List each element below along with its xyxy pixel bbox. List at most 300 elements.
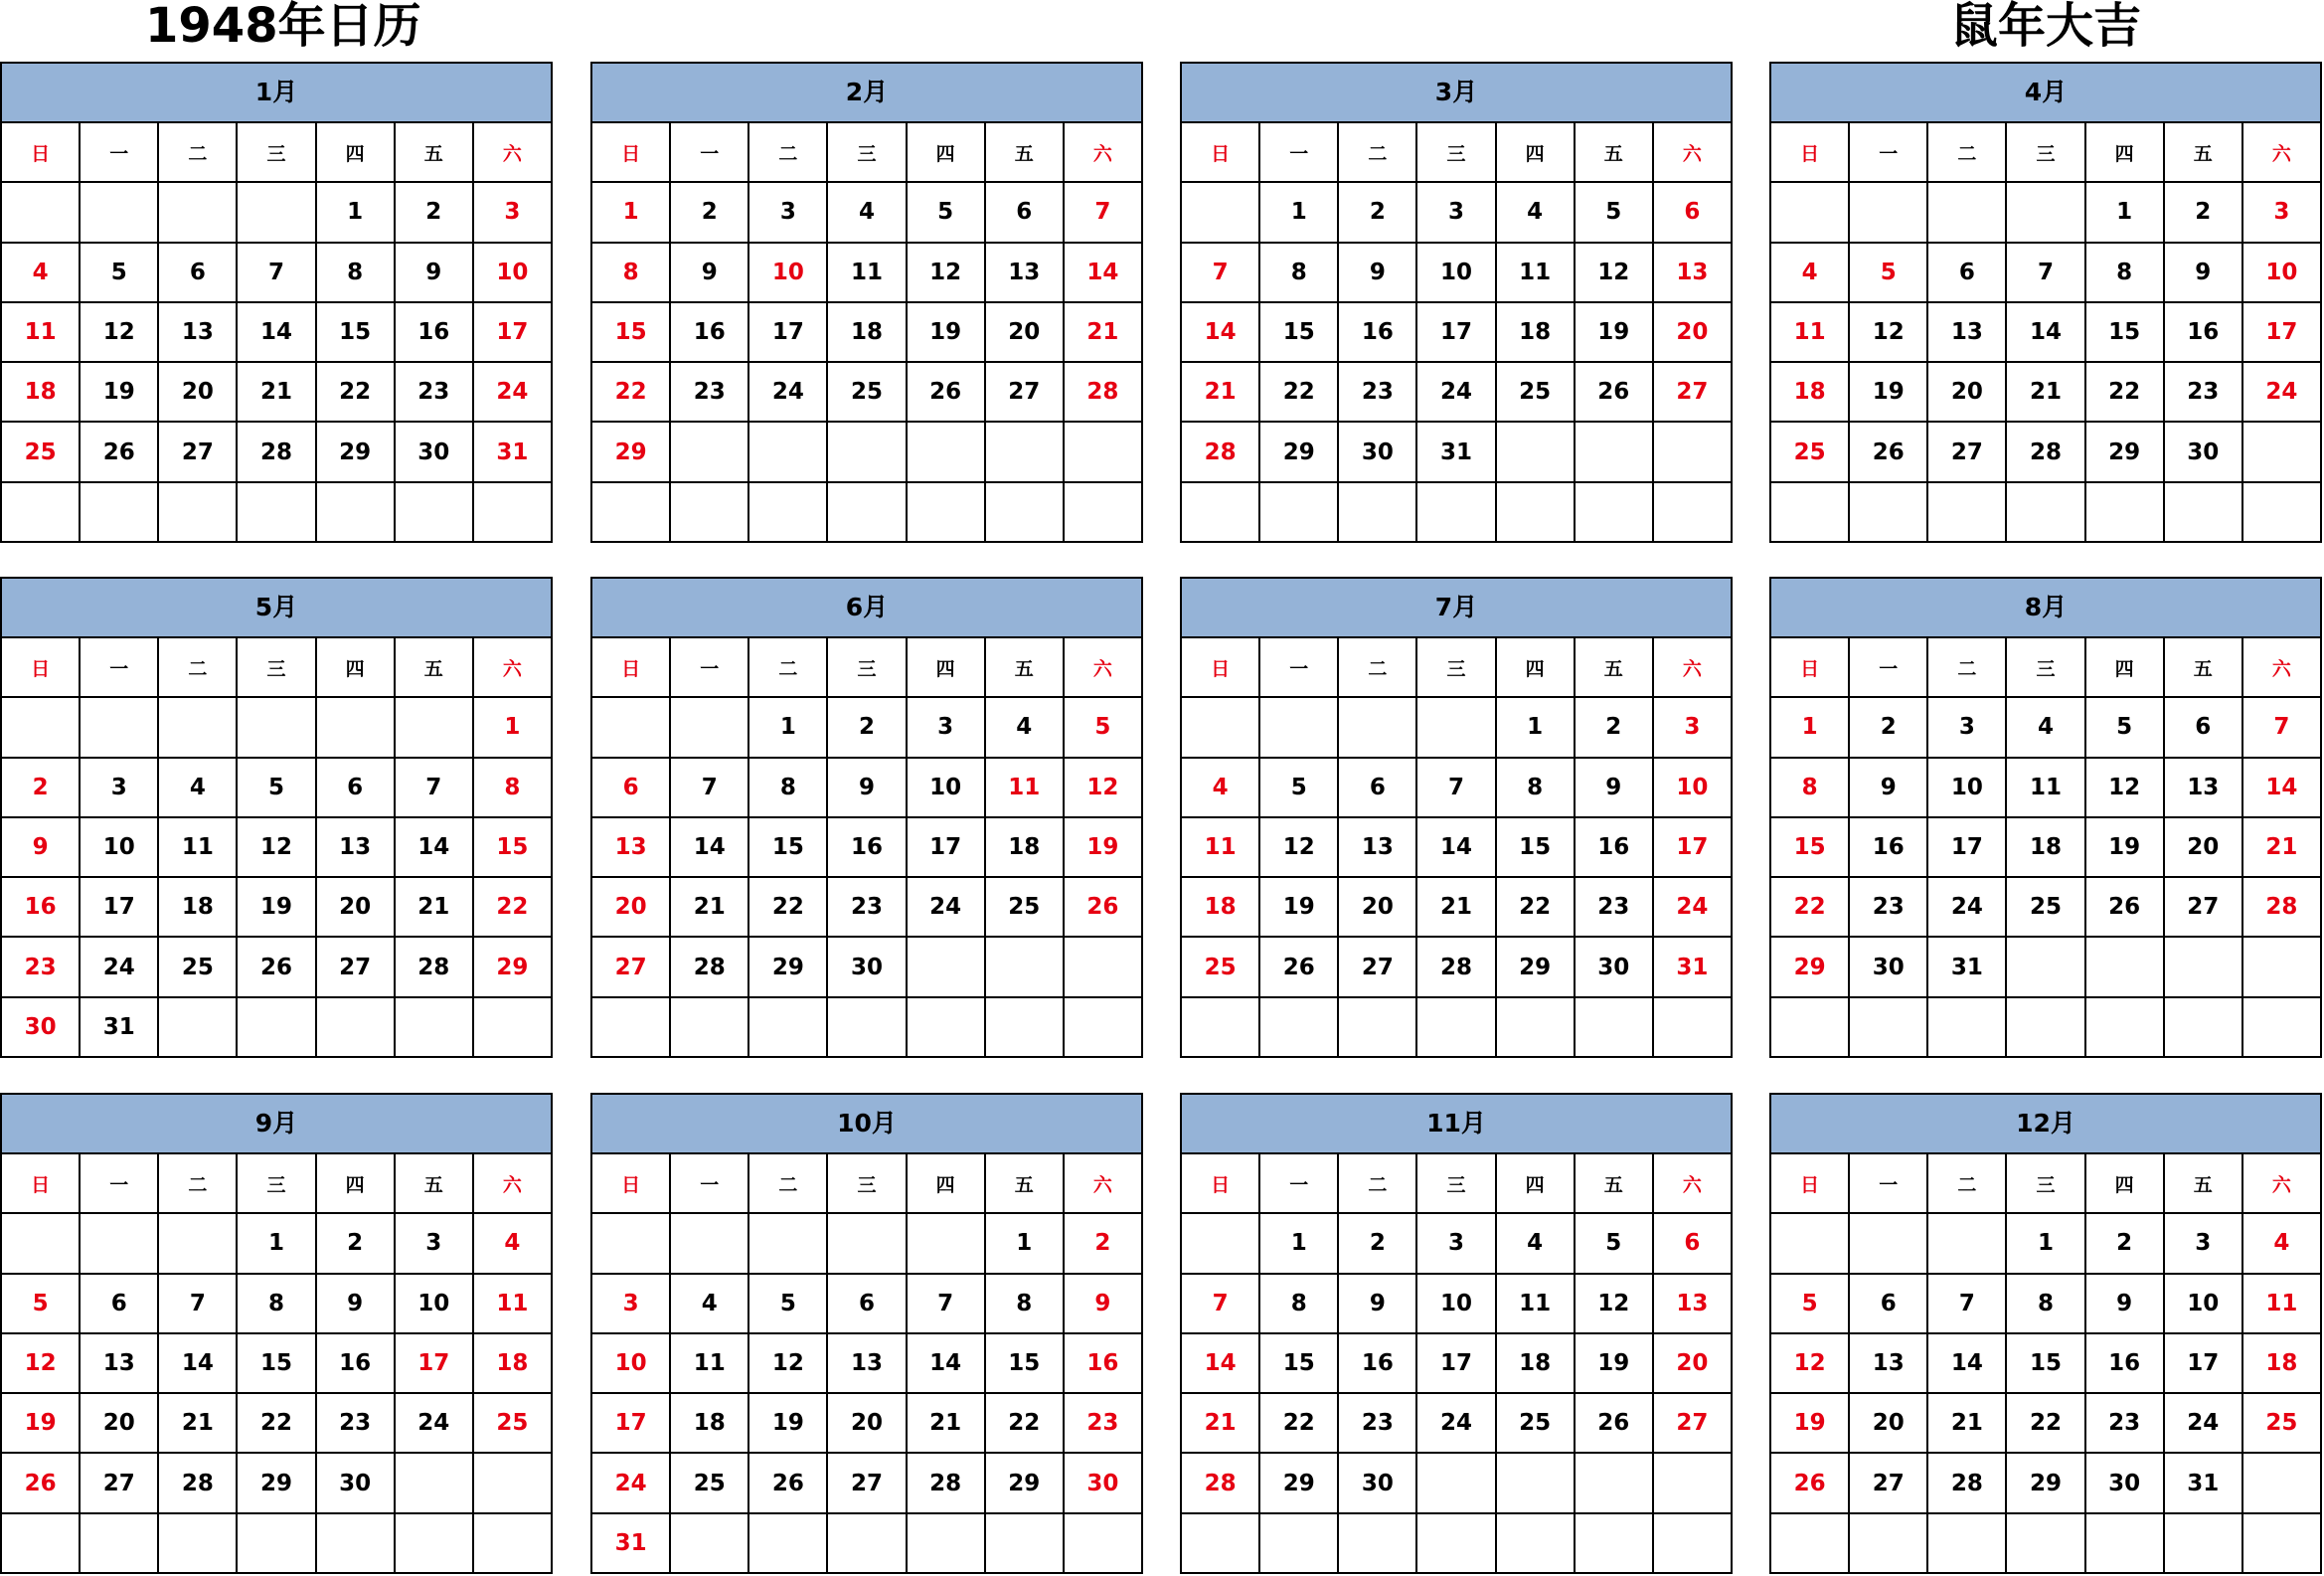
empty-cell: [1065, 483, 1143, 543]
day-cell: 31: [81, 998, 159, 1058]
day-cell: 9: [828, 759, 907, 818]
empty-cell: [1654, 998, 1733, 1058]
day-cell: 11: [2243, 1275, 2322, 1334]
day-cell: 27: [2165, 878, 2243, 938]
weekday-header: 二: [1339, 638, 1417, 698]
day-cell: 12: [2086, 759, 2165, 818]
day-cell: 30: [2, 998, 81, 1058]
day-cell: 28: [908, 1454, 986, 1513]
day-cell: 9: [396, 244, 474, 303]
day-cell: 26: [749, 1454, 828, 1513]
day-cell: 2: [2, 759, 81, 818]
month-11: [1180, 1093, 1733, 1574]
day-cell: 28: [1182, 423, 1260, 482]
day-cell: 27: [592, 938, 671, 997]
empty-cell: [1497, 483, 1576, 543]
weekday-header: 一: [671, 638, 749, 698]
day-cell: 11: [1182, 818, 1260, 878]
day-cell: 17: [2165, 1334, 2243, 1394]
empty-cell: [908, 938, 986, 997]
day-cell: 18: [986, 818, 1065, 878]
day-cell: 19: [1576, 1334, 1654, 1394]
empty-cell: [159, 998, 238, 1058]
day-cell: 1: [317, 183, 396, 243]
day-cell: 4: [828, 183, 907, 243]
empty-cell: [2, 698, 81, 758]
day-cell: 11: [828, 244, 907, 303]
empty-cell: [396, 483, 474, 543]
empty-cell: [908, 1514, 986, 1574]
day-cell: 9: [2, 818, 81, 878]
empty-cell: [159, 698, 238, 758]
empty-cell: [159, 483, 238, 543]
day-cell: 26: [81, 423, 159, 482]
empty-cell: [1182, 183, 1260, 243]
day-cell: 10: [592, 1334, 671, 1394]
weekday-header: 六: [1065, 1154, 1143, 1214]
day-cell: 29: [2007, 1454, 2085, 1513]
empty-cell: [396, 1514, 474, 1574]
day-cell: 24: [1417, 363, 1496, 423]
day-cell: 5: [2, 1275, 81, 1334]
weekday-header: 五: [986, 123, 1065, 183]
month-6: [590, 577, 1143, 1058]
day-cell: 8: [1260, 244, 1339, 303]
day-cell: 21: [1928, 1394, 2007, 1454]
day-cell: 21: [671, 878, 749, 938]
day-cell: 19: [1576, 303, 1654, 363]
weekday-header: 三: [1417, 123, 1496, 183]
weekday-header: 日: [1182, 1154, 1260, 1214]
day-cell: 21: [2243, 818, 2322, 878]
day-cell: 7: [2007, 244, 2085, 303]
day-cell: 6: [1654, 1214, 1733, 1274]
day-cell: 16: [671, 303, 749, 363]
empty-cell: [159, 1514, 238, 1574]
day-cell: 14: [1182, 1334, 1260, 1394]
day-cell: 2: [2165, 183, 2243, 243]
empty-cell: [396, 998, 474, 1058]
day-cell: 17: [1417, 303, 1496, 363]
empty-cell: [1339, 698, 1417, 758]
day-cell: 2: [1065, 1214, 1143, 1274]
day-cell: 19: [749, 1394, 828, 1454]
weekday-header: 六: [2243, 638, 2322, 698]
day-cell: 1: [1497, 698, 1576, 758]
day-cell: 29: [238, 1454, 316, 1513]
empty-cell: [1771, 1214, 1850, 1274]
weekday-header: 六: [474, 123, 553, 183]
day-cell: 18: [1771, 363, 1850, 423]
day-cell: 3: [908, 698, 986, 758]
day-cell: 16: [1576, 818, 1654, 878]
weekday-header: 四: [317, 123, 396, 183]
day-cell: 10: [396, 1275, 474, 1334]
day-cell: 31: [1928, 938, 2007, 997]
day-cell: 3: [749, 183, 828, 243]
day-cell: 20: [159, 363, 238, 423]
empty-cell: [474, 1514, 553, 1574]
empty-cell: [1182, 998, 1260, 1058]
empty-cell: [2, 183, 81, 243]
day-cell: 22: [1771, 878, 1850, 938]
day-cell: 20: [1850, 1394, 1928, 1454]
day-cell: 4: [2007, 698, 2085, 758]
day-cell: 16: [1065, 1334, 1143, 1394]
day-cell: 14: [1417, 818, 1496, 878]
day-cell: 1: [238, 1214, 316, 1274]
day-cell: 25: [1771, 423, 1850, 482]
empty-cell: [986, 998, 1065, 1058]
day-cell: 6: [1339, 759, 1417, 818]
month-header: 2月: [592, 64, 1143, 123]
day-cell: 12: [2, 1334, 81, 1394]
empty-cell: [1497, 1514, 1576, 1574]
empty-cell: [986, 938, 1065, 997]
weekday-header: 四: [1497, 1154, 1576, 1214]
empty-cell: [2086, 483, 2165, 543]
weekday-header: 日: [592, 638, 671, 698]
weekday-header: 六: [2243, 123, 2322, 183]
day-cell: 16: [317, 1334, 396, 1394]
day-cell: 7: [1182, 244, 1260, 303]
day-cell: 18: [2007, 818, 2085, 878]
empty-cell: [908, 483, 986, 543]
day-cell: 25: [1497, 1394, 1576, 1454]
weekday-header: 三: [238, 123, 316, 183]
day-cell: 23: [1850, 878, 1928, 938]
day-cell: 1: [1260, 183, 1339, 243]
empty-cell: [238, 1514, 316, 1574]
day-cell: 30: [2165, 423, 2243, 482]
day-grid: [592, 638, 1143, 1058]
weekday-header: 日: [592, 123, 671, 183]
weekday-header: 六: [2243, 1154, 2322, 1214]
empty-cell: [986, 423, 1065, 482]
day-cell: 2: [317, 1214, 396, 1274]
day-cell: 13: [317, 818, 396, 878]
day-cell: 18: [1497, 1334, 1576, 1394]
weekday-header: 一: [1260, 123, 1339, 183]
day-cell: 30: [1339, 1454, 1417, 1513]
day-cell: 28: [1065, 363, 1143, 423]
empty-cell: [2165, 483, 2243, 543]
weekday-header: 一: [671, 123, 749, 183]
day-cell: 19: [238, 878, 316, 938]
weekday-header: 日: [592, 1154, 671, 1214]
day-cell: 27: [1654, 1394, 1733, 1454]
empty-cell: [828, 423, 907, 482]
empty-cell: [1417, 1514, 1496, 1574]
day-cell: 20: [592, 878, 671, 938]
day-cell: 31: [1654, 938, 1733, 997]
empty-cell: [317, 698, 396, 758]
empty-cell: [1417, 698, 1496, 758]
day-cell: 8: [592, 244, 671, 303]
day-cell: 26: [2086, 878, 2165, 938]
day-cell: 13: [159, 303, 238, 363]
day-grid: [2, 1154, 553, 1574]
day-cell: 8: [2086, 244, 2165, 303]
day-cell: 18: [2, 363, 81, 423]
day-cell: 14: [2007, 303, 2085, 363]
month-8: [1769, 577, 2322, 1058]
day-cell: 5: [1850, 244, 1928, 303]
day-grid: [1182, 123, 1733, 543]
empty-cell: [81, 1514, 159, 1574]
day-cell: 13: [986, 244, 1065, 303]
day-cell: 24: [749, 363, 828, 423]
empty-cell: [1928, 483, 2007, 543]
day-cell: 15: [2086, 303, 2165, 363]
empty-cell: [671, 423, 749, 482]
empty-cell: [1850, 483, 1928, 543]
empty-cell: [1182, 1214, 1260, 1274]
empty-cell: [396, 1454, 474, 1513]
day-cell: 5: [908, 183, 986, 243]
day-cell: 23: [671, 363, 749, 423]
weekday-header: 三: [238, 638, 316, 698]
empty-cell: [1260, 998, 1339, 1058]
weekday-header: 六: [1654, 123, 1733, 183]
day-cell: 6: [1654, 183, 1733, 243]
month-header: 1月: [2, 64, 553, 123]
day-cell: 22: [1260, 363, 1339, 423]
empty-cell: [828, 1514, 907, 1574]
empty-cell: [1654, 1454, 1733, 1513]
weekday-header: 三: [2007, 123, 2085, 183]
day-cell: 17: [908, 818, 986, 878]
day-cell: 24: [592, 1454, 671, 1513]
empty-cell: [1576, 483, 1654, 543]
day-cell: 9: [1339, 1275, 1417, 1334]
day-cell: 25: [474, 1394, 553, 1454]
weekday-header: 六: [474, 638, 553, 698]
day-cell: 1: [2007, 1214, 2085, 1274]
day-cell: 2: [1339, 183, 1417, 243]
empty-cell: [1497, 1454, 1576, 1513]
empty-cell: [592, 698, 671, 758]
day-cell: 4: [986, 698, 1065, 758]
day-cell: 29: [1497, 938, 1576, 997]
day-cell: 18: [474, 1334, 553, 1394]
day-cell: 12: [81, 303, 159, 363]
day-cell: 6: [317, 759, 396, 818]
empty-cell: [1182, 483, 1260, 543]
day-cell: 26: [238, 938, 316, 997]
day-cell: 7: [1928, 1275, 2007, 1334]
weekday-header: 日: [2, 638, 81, 698]
empty-cell: [1654, 1514, 1733, 1574]
day-cell: 29: [1260, 423, 1339, 482]
day-cell: 26: [1576, 1394, 1654, 1454]
empty-cell: [1928, 1214, 2007, 1274]
day-cell: 12: [1850, 303, 1928, 363]
day-cell: 7: [671, 759, 749, 818]
day-cell: 4: [1771, 244, 1850, 303]
day-cell: 7: [2243, 698, 2322, 758]
day-cell: 13: [1654, 244, 1733, 303]
day-cell: 28: [671, 938, 749, 997]
empty-cell: [159, 183, 238, 243]
day-cell: 29: [1260, 1454, 1339, 1513]
empty-cell: [238, 998, 316, 1058]
empty-cell: [1771, 483, 1850, 543]
day-cell: 13: [2165, 759, 2243, 818]
empty-cell: [908, 1214, 986, 1274]
empty-cell: [1771, 1514, 1850, 1574]
weekday-header: 日: [1182, 123, 1260, 183]
day-cell: 21: [159, 1394, 238, 1454]
day-cell: 6: [81, 1275, 159, 1334]
day-cell: 5: [2086, 698, 2165, 758]
empty-cell: [1654, 423, 1733, 482]
empty-cell: [908, 423, 986, 482]
day-cell: 13: [1850, 1334, 1928, 1394]
day-cell: 25: [1182, 938, 1260, 997]
day-cell: 16: [828, 818, 907, 878]
day-cell: 28: [238, 423, 316, 482]
day-cell: 23: [2, 938, 81, 997]
month-header: 8月: [1771, 579, 2322, 638]
day-grid: [2, 638, 553, 1058]
month-header: 10月: [592, 1095, 1143, 1154]
day-cell: 19: [81, 363, 159, 423]
day-cell: 29: [749, 938, 828, 997]
day-cell: 25: [828, 363, 907, 423]
day-cell: 11: [2007, 759, 2085, 818]
day-cell: 14: [1182, 303, 1260, 363]
day-cell: 26: [1260, 938, 1339, 997]
weekday-header: 四: [317, 638, 396, 698]
day-cell: 25: [1497, 363, 1576, 423]
day-cell: 20: [2165, 818, 2243, 878]
day-cell: 27: [828, 1454, 907, 1513]
day-cell: 1: [2086, 183, 2165, 243]
empty-cell: [2086, 998, 2165, 1058]
weekday-header: 五: [1576, 1154, 1654, 1214]
day-cell: 11: [986, 759, 1065, 818]
empty-cell: [2, 1514, 81, 1574]
day-cell: 3: [396, 1214, 474, 1274]
day-cell: 29: [2086, 423, 2165, 482]
empty-cell: [317, 483, 396, 543]
empty-cell: [1771, 998, 1850, 1058]
weekday-header: 五: [396, 1154, 474, 1214]
day-cell: 10: [749, 244, 828, 303]
empty-cell: [1850, 1514, 1928, 1574]
day-cell: 20: [828, 1394, 907, 1454]
weekday-header: 五: [2165, 1154, 2243, 1214]
day-cell: 23: [1065, 1394, 1143, 1454]
day-cell: 20: [1654, 1334, 1733, 1394]
day-cell: 17: [2243, 303, 2322, 363]
day-cell: 25: [671, 1454, 749, 1513]
weekday-header: 一: [1850, 1154, 1928, 1214]
empty-cell: [1065, 938, 1143, 997]
weekday-header: 五: [396, 638, 474, 698]
month-1: [0, 62, 553, 543]
day-cell: 26: [1065, 878, 1143, 938]
day-cell: 5: [238, 759, 316, 818]
day-cell: 30: [1576, 938, 1654, 997]
weekday-header: 三: [1417, 1154, 1496, 1214]
day-cell: 19: [1771, 1394, 1850, 1454]
day-cell: 16: [1339, 303, 1417, 363]
day-cell: 24: [2165, 1394, 2243, 1454]
day-cell: 9: [1576, 759, 1654, 818]
day-cell: 5: [1576, 183, 1654, 243]
month-header: 7月: [1182, 579, 1733, 638]
day-cell: 20: [317, 878, 396, 938]
empty-cell: [1339, 1514, 1417, 1574]
day-cell: 10: [474, 244, 553, 303]
day-cell: 12: [238, 818, 316, 878]
day-cell: 7: [908, 1275, 986, 1334]
day-cell: 15: [317, 303, 396, 363]
weekday-header: 一: [1260, 1154, 1339, 1214]
month-header: 11月: [1182, 1095, 1733, 1154]
day-cell: 17: [81, 878, 159, 938]
day-cell: 10: [2165, 1275, 2243, 1334]
day-cell: 17: [1654, 818, 1733, 878]
day-cell: 5: [81, 244, 159, 303]
day-cell: 3: [1654, 698, 1733, 758]
empty-cell: [1576, 1454, 1654, 1513]
weekday-header: 日: [1771, 1154, 1850, 1214]
day-cell: 15: [749, 818, 828, 878]
day-cell: 26: [908, 363, 986, 423]
day-cell: 14: [396, 818, 474, 878]
weekday-header: 四: [2086, 123, 2165, 183]
day-cell: 2: [396, 183, 474, 243]
weekday-header: 二: [749, 123, 828, 183]
empty-cell: [828, 1214, 907, 1274]
empty-cell: [81, 1214, 159, 1274]
day-cell: 22: [2007, 1394, 2085, 1454]
empty-cell: [1182, 698, 1260, 758]
day-cell: 26: [1850, 423, 1928, 482]
weekday-header: 五: [986, 1154, 1065, 1214]
weekday-header: 一: [81, 638, 159, 698]
day-cell: 31: [474, 423, 553, 482]
empty-cell: [2243, 423, 2322, 482]
day-cell: 17: [749, 303, 828, 363]
empty-cell: [749, 998, 828, 1058]
day-cell: 6: [986, 183, 1065, 243]
empty-cell: [671, 483, 749, 543]
empty-cell: [238, 183, 316, 243]
day-cell: 24: [2243, 363, 2322, 423]
day-cell: 9: [317, 1275, 396, 1334]
day-cell: 9: [2086, 1275, 2165, 1334]
day-cell: 3: [2243, 183, 2322, 243]
month-header: 6月: [592, 579, 1143, 638]
day-cell: 25: [986, 878, 1065, 938]
weekday-header: 五: [1576, 638, 1654, 698]
empty-cell: [2165, 1514, 2243, 1574]
empty-cell: [1850, 183, 1928, 243]
empty-cell: [317, 1514, 396, 1574]
weekday-header: 四: [1497, 638, 1576, 698]
day-cell: 20: [81, 1394, 159, 1454]
empty-cell: [2243, 998, 2322, 1058]
day-cell: 4: [159, 759, 238, 818]
day-cell: 17: [396, 1334, 474, 1394]
day-cell: 16: [396, 303, 474, 363]
day-cell: 12: [1576, 244, 1654, 303]
empty-cell: [1417, 483, 1496, 543]
